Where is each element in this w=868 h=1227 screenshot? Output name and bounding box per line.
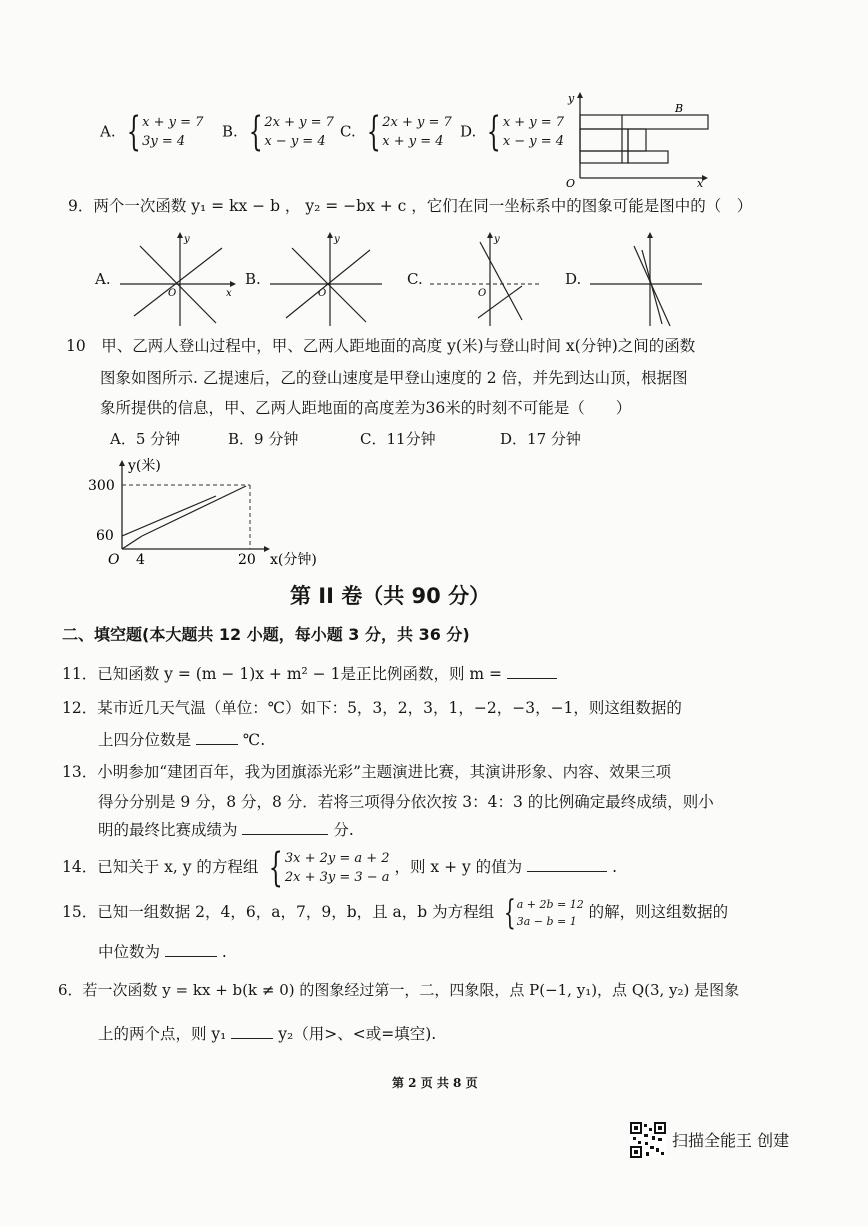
q8-d-line1: x + y = 7 [502,115,565,130]
q8-option-d-system: { x + y = 7 x − y = 4 [487,109,565,155]
part2-title: 第 II 卷（共 90 分） [290,584,491,608]
q15-eq1: a + 2b = 12 [516,898,584,911]
q10-graph-xtick-4: 4 [136,552,145,568]
q11 [62,664,557,684]
qr-code-icon [630,1122,666,1158]
q13-text-b: 分. [333,821,354,839]
q8-b-line1: 2x + y = 7 [264,115,334,130]
q8-option-b [222,109,334,155]
q13-line2: 得分分别是 9 分，8 分，8 分．若将三项得分依次按 3：4：3 的比例确定最终成绩，则小 [98,793,714,811]
q10-graph-ytick-60: 60 [96,528,114,544]
q8-option-a-label: A. [100,122,116,141]
q10-option-d: D．17 分钟 [500,430,581,448]
q9-option-d-label: D. [565,270,582,288]
q9-a-x-label: x [226,288,232,299]
q8-figure-b-label: B [675,102,684,115]
q12-line2 [98,730,265,750]
q8-option-c-label: C. [340,122,356,141]
q8-figure-x-label: x [697,177,704,188]
q8-figure-y-label: y [568,92,575,105]
q10-line1: 10 甲、乙两人登山过程中，甲、乙两人距地面的高度 y(米)与登山时间 x(分钟)之间的函数 [66,337,696,355]
q10-graph-xlabel: x(分钟) [270,552,317,568]
q9-stem: 9．两个一次函数 y₁ = kx − b ， y₂ = −bx + c ，它们在同一坐标系中的图象可能是图中的（ ） [68,197,753,215]
q8-c-line1: 2x + y = 7 [382,115,452,130]
q14-answer-blank[interactable] [527,857,607,872]
q11-text: 11．已知函数 y = (m − 1)x + m² − 1是正比例函数，则 m = [62,665,502,683]
q15-text-d: . [221,943,227,961]
q8-b-line2: x − y = 4 [264,134,326,149]
q15-line1 [62,893,729,933]
q8-option-c-system: { 2x + y = 7 x + y = 4 [366,109,452,155]
q15-equation-system: { a + 2b = 12 3a − b = 1 [503,893,584,933]
q9-graph-a [120,228,240,328]
q15-text-c: 中位数为 [98,943,161,961]
q10-option-b: B．9 分钟 [228,430,299,448]
q8-a-line1: x + y = 7 [142,115,204,130]
q13-answer-blank[interactable] [242,820,328,835]
q10-graph-ytick-300: 300 [88,478,115,494]
q13-line1: 13．小明参加“建团百年，我为团旗添光彩”主题演进比赛，其演讲形象、内容、效果三项 [62,763,672,781]
q9-a-origin-label: O [168,288,177,299]
q14-text-b: ，则 x + y 的值为 [394,858,523,876]
q10-options [110,428,610,450]
q14 [62,845,617,891]
q8-c-line2: x + y = 4 [382,134,444,149]
q12-text-b: ℃. [242,731,266,749]
q9-graph-options [90,228,730,328]
q16-line2 [98,1024,436,1044]
q14-eq1: 3x + 2y = a + 2 [284,851,390,866]
q16-text-a: 上的两个点，则 y₁ [98,1025,227,1043]
q9-c-origin-label: O [478,288,487,299]
q13-line3 [98,820,354,840]
q11-answer-blank[interactable] [507,664,557,679]
q9-option-c-label: C. [407,270,423,288]
q8-figure-origin-label: O [566,177,576,188]
q9-graph-d [590,228,710,328]
q10-graph-ylabel: y(米) [128,458,161,474]
q8-rectangle-figure [560,88,720,188]
q8-option-b-label: B. [222,122,238,141]
q8-d-line2: x − y = 4 [502,134,565,149]
q10-option-a: A．5 分钟 [110,430,181,448]
q15-line2 [98,942,227,962]
q10-graph-origin: O [108,552,120,568]
q9-a-y-label: y [184,234,190,245]
page-footer: 第 2 页 共 8 页 [392,1076,478,1090]
q8-option-a [100,109,204,155]
q13-text-a: 明的最终比赛成绩为 [98,821,238,839]
q10-line2: 图象如图所示. 乙提速后，乙的登山速度是甲登山速度的 2 倍，并先到达山顶，根据图 [100,369,688,387]
q10-graph-xtick-20: 20 [238,552,256,568]
q16-text-b: y₂（用>、<或=填空). [278,1025,437,1043]
q9-option-b-label: B. [245,270,261,288]
q8-option-c [340,109,452,155]
q8-option-b-system: { 2x + y = 7 x − y = 4 [248,109,334,155]
q16-line1: 6．若一次函数 y = kx + b(k ≠ 0) 的图象经过第一，二，四象限，点 P(−1, y₁)，点 Q(3, y₂) 是图象 [58,981,740,999]
q12-line1: 12．某市近几天气温（单位：℃）如下：5，3，2，3，1，−2，−3，−1，则这组数据的 [62,699,682,717]
q8-options [100,109,580,162]
q10-line3: 象所提供的信息，甲、乙两人距地面的高度差为36米的时刻不可能是（ ） [100,399,632,417]
q14-text-a: 14．已知关于 x, y 的方程组 [62,858,259,876]
q8-option-d-label: D. [460,122,477,141]
q9-c-y-label: y [494,234,500,245]
q14-text-c: . [612,858,617,876]
q8-option-d [460,109,565,155]
q9-b-y-label: y [334,234,340,245]
q15-text-b: 的解，则这组数据的 [588,903,729,921]
q12-text-a: 上四分位数是 [98,731,192,749]
q15-text-a: 15．已知一组数据 2，4，6，a，7，9，b，且 a，b 为方程组 [62,903,495,921]
q16-answer-blank[interactable] [231,1024,273,1039]
q9-graph-c [430,228,550,328]
q12-answer-blank[interactable] [196,730,238,745]
q14-equation-system: { 3x + 2y = a + 2 2x + 3y = 3 − a [269,845,390,891]
q8-a-line2: 3y = 4 [142,134,186,149]
scanner-watermark: 扫描全能王 创建 [672,1131,790,1150]
q14-eq2: 2x + 3y = 3 − a [284,870,390,885]
q10-option-c: C．11分钟 [360,430,436,448]
q15-eq2: 3a − b = 1 [516,915,577,928]
q9-option-a-label: A. [95,270,111,288]
q10-height-time-graph [82,452,352,574]
q9-b-origin-label: O [318,288,327,299]
section2-title: 二、填空题(本大题共 12 小题，每小题 3 分，共 36 分) [62,625,470,644]
q9-graph-b [270,228,390,328]
q15-answer-blank[interactable] [165,942,217,957]
q8-option-a-system: { x + y = 7 3y = 4 [126,109,204,155]
